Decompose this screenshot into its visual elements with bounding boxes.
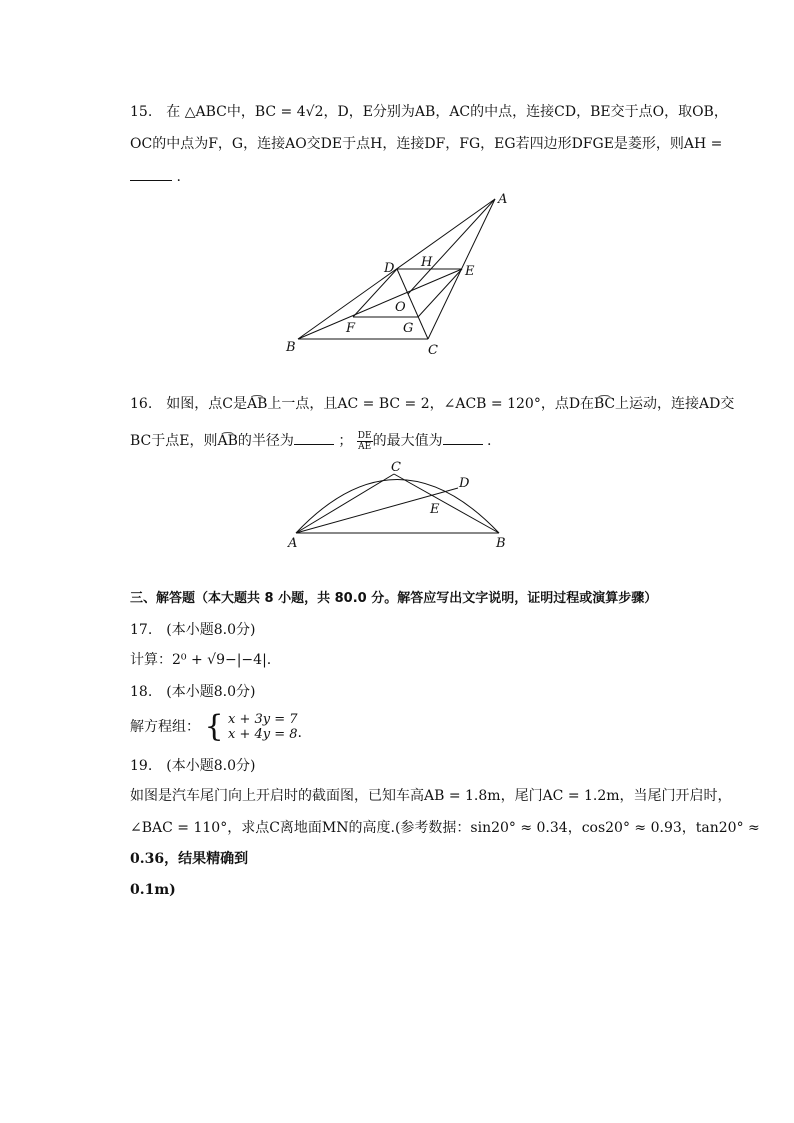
q16-end: . (487, 433, 492, 449)
q18-brace: { (204, 709, 224, 744)
q17-number: 17. (130, 622, 153, 638)
q16-label-C: C (391, 460, 401, 475)
q19-number: 19. (130, 758, 153, 774)
q15-edge-DF (353, 269, 397, 317)
q16-number: 16. (130, 396, 153, 412)
q15-label-G: G (403, 321, 414, 336)
q15-text-line1: 在 △ABC中，BC = 4√2，D，E分别为AB，AC的中点，连接CD，BE交于点O，取OB， (166, 104, 728, 120)
q15-label-O: O (395, 300, 406, 315)
q16-chord-BC (394, 474, 499, 533)
q16-label-B: B (496, 536, 506, 551)
q16-line1 (130, 394, 734, 414)
q17-header (130, 620, 255, 640)
q16-text-line1: 如图，点C是A͡B上一点，且AC = BC = 2，∠ACB = 120°，点D在B͡C上运动，连接AD交 (166, 396, 735, 412)
q18-end: . (297, 725, 302, 741)
q15-line3 (130, 166, 181, 187)
q19-score: (本小题8.0分) (166, 758, 256, 774)
q16-separator: ； (338, 433, 353, 449)
q15-line1 (130, 102, 728, 122)
q18-label: 解方程组： (130, 719, 200, 735)
q18-system (130, 709, 302, 746)
q16-text-line2a: BC于点E，则A͡B的半径为 (130, 433, 294, 449)
q18-number: 18. (130, 684, 153, 700)
q18-eq2: x + 4y = 8 (228, 727, 298, 742)
q15-end: . (176, 169, 181, 185)
q16-label-D: D (459, 476, 470, 491)
q15-figure (280, 190, 520, 360)
q16-radius-blank (294, 430, 334, 445)
q16-chord-AC (296, 474, 394, 533)
q17-text: 计算：2⁰ + √9−|−4|. (130, 652, 272, 668)
q16-fraction (357, 431, 373, 452)
q15-label-H: H (421, 255, 433, 270)
q16-label-E: E (430, 502, 440, 517)
q15-label-A: A (498, 192, 508, 207)
q16-fraction-numerator: DE (357, 430, 372, 441)
q18-score: (本小题8.0分) (166, 684, 256, 700)
q15-answer-blank (130, 166, 172, 181)
q15-edge-BE (298, 269, 462, 339)
q15-label-B: B (286, 340, 296, 355)
q15-label-C: C (428, 343, 438, 358)
section3-title: 三、解答题（本大题共 8 小题，共 80.0 分。解答应写出文字说明，证明过程或演算步骤） (130, 591, 658, 606)
q19-text-line2: ∠BAC = 110°，求点C离地面MN的高度.(参考数据：sin20° ≈ 0.34，cos20° ≈ 0.93，tan20° ≈ (130, 820, 760, 836)
q19-text-line4: 0.1m) (130, 882, 176, 898)
q19-header (130, 756, 255, 776)
q15-text-line2: OC的中点为F，G，连接AO交DE于点H，连接DF，FG，EG若四边形DFGE是菱形，则AH = (130, 136, 723, 152)
q16-text-line2c: 的最大值为 (372, 433, 443, 449)
q15-number: 15. (130, 104, 153, 120)
q16-max-blank (443, 430, 483, 445)
q15-label-D: D (384, 261, 395, 276)
q18-eq1: x + 3y = 7 (228, 712, 298, 727)
q19-text-line3: 0.36，结果精确到 (130, 851, 249, 867)
q17-score: (本小题8.0分) (166, 622, 256, 638)
q18-equations (228, 712, 298, 742)
q16-label-A: A (288, 536, 298, 551)
q19-text-line1: 如图是汽车尾门向上开启时的截面图，已知车高AB = 1.8m，尾门AC = 1.2m，当尾门开启时， (130, 788, 732, 804)
q18-header (130, 682, 255, 702)
q15-label-E: E (465, 264, 475, 279)
q15-label-F: F (346, 321, 356, 336)
q16-figure (282, 456, 512, 552)
q16-line2 (130, 430, 492, 452)
q16-fraction-denominator: AE (358, 441, 372, 452)
